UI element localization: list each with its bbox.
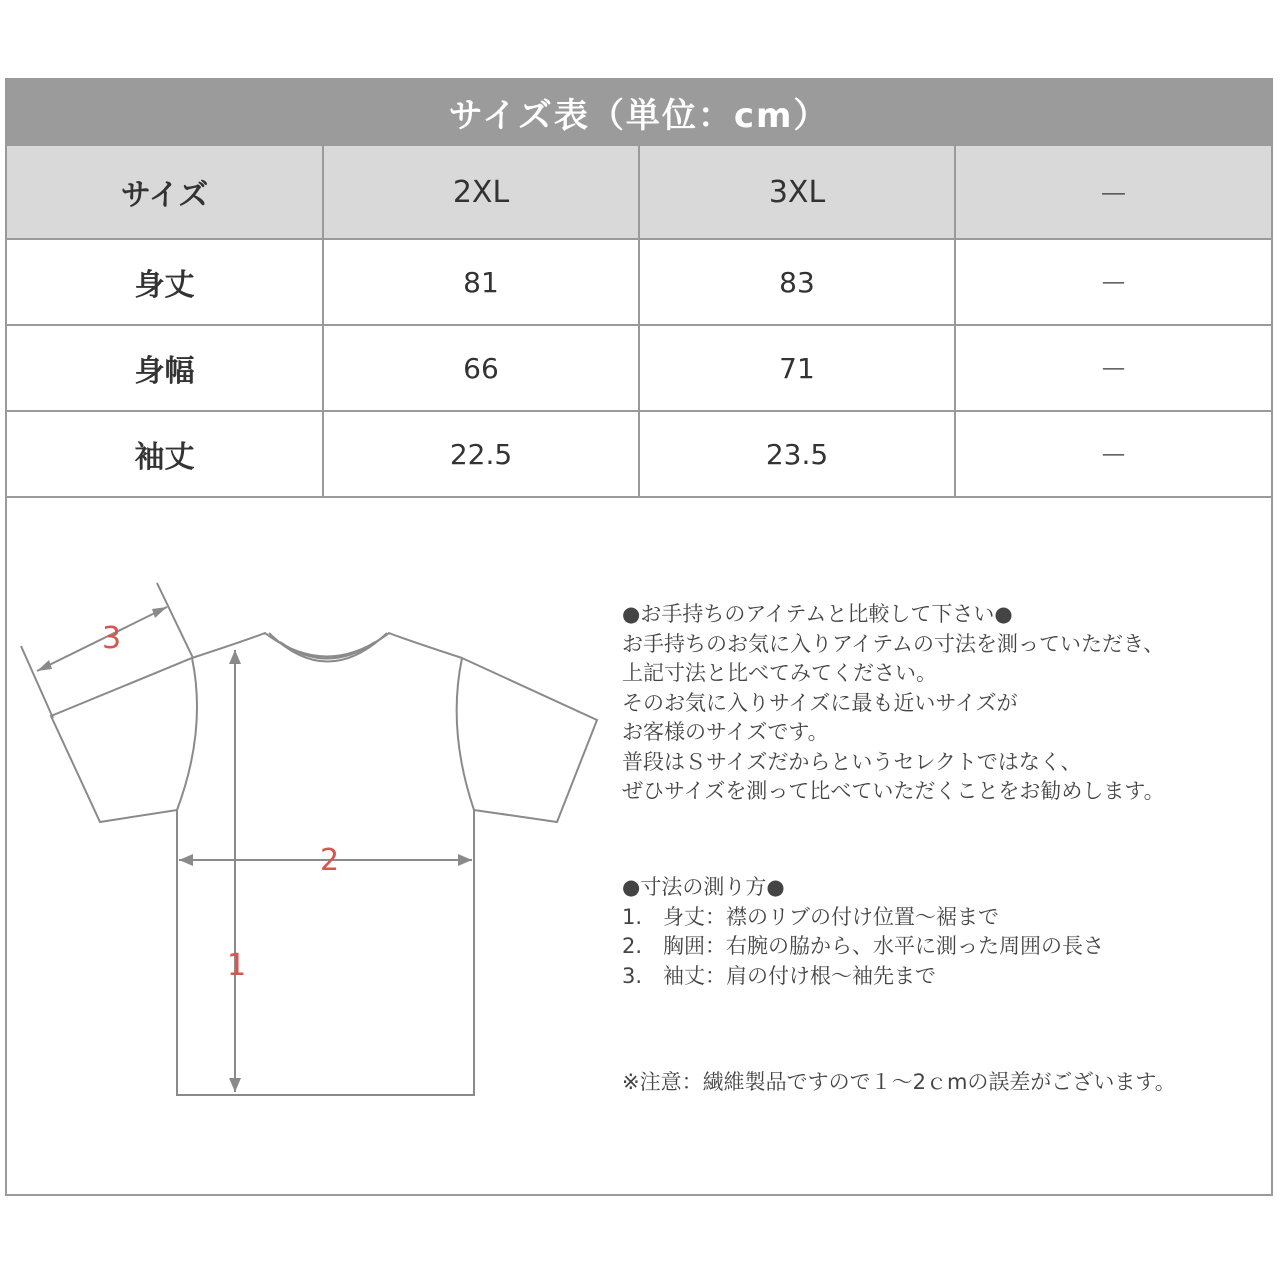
- table-cell: －: [955, 411, 1271, 497]
- marker-3: 3: [102, 621, 122, 656]
- fit-note-heading: ●お手持ちのアイテムと比較して下さい●: [622, 602, 1013, 626]
- row-label-length: 身丈: [7, 239, 323, 325]
- header-cell-size: サイズ: [7, 145, 323, 239]
- measure-item: 2. 胸囲：右腕の脇から、水平に測った周囲の長さ: [622, 934, 1105, 958]
- measure-note-heading: ●寸法の測り方●: [622, 875, 785, 899]
- row-label-width: 身幅: [7, 325, 323, 411]
- shoulder-seam-right: [457, 658, 474, 810]
- table-cell: 22.5: [323, 411, 639, 497]
- fit-note-line: 上記寸法と比べてみてください。: [622, 661, 937, 685]
- table-cell: 83: [639, 239, 955, 325]
- fit-note-line: お客様のサイズです。: [622, 720, 829, 744]
- header-cell-3xl: 3XL: [639, 145, 955, 239]
- size-chart-frame: [5, 78, 1273, 1196]
- table-cell: －: [955, 239, 1271, 325]
- fit-note-line: ぜひサイズを測って比べていただくことをお勧めします。: [622, 779, 1165, 803]
- table-cell: 81: [323, 239, 639, 325]
- measure-item: 3. 袖丈：肩の付け根～袖先まで: [622, 963, 937, 988]
- fit-note-line: お手持ちのお気に入りアイテムの寸法を測っていただき、: [622, 631, 1165, 656]
- header-cell-empty: －: [955, 145, 1271, 239]
- table-cell: 71: [639, 325, 955, 411]
- header-cell-2xl: 2XL: [323, 145, 639, 239]
- fit-note-line: そのお気に入りサイズに最も近いサイズが: [622, 690, 1018, 715]
- table-cell: 23.5: [639, 411, 955, 497]
- fit-note: [622, 600, 1165, 807]
- marker-2: 2: [320, 843, 340, 878]
- tshirt-diagram: [7, 80, 607, 1198]
- measure-note: [622, 873, 1104, 991]
- row-label-sleeve: 袖丈: [7, 411, 323, 497]
- caution-note: ※注意：繊維製品ですので１～2ｃmの誤差がございます。: [622, 1070, 1176, 1094]
- fit-note-line: 普段はＳサイズだからというセレクトではなく、: [622, 749, 1082, 774]
- size-chart-title: サイズ表（単位：cm）: [7, 80, 1271, 144]
- table-cell: －: [955, 325, 1271, 411]
- marker-1: 1: [227, 948, 247, 983]
- shoulder-seam-left: [177, 658, 197, 810]
- measure-item: 1. 身丈：襟のリブの付け位置～裾まで: [622, 904, 1000, 929]
- table-cell: 66: [323, 325, 639, 411]
